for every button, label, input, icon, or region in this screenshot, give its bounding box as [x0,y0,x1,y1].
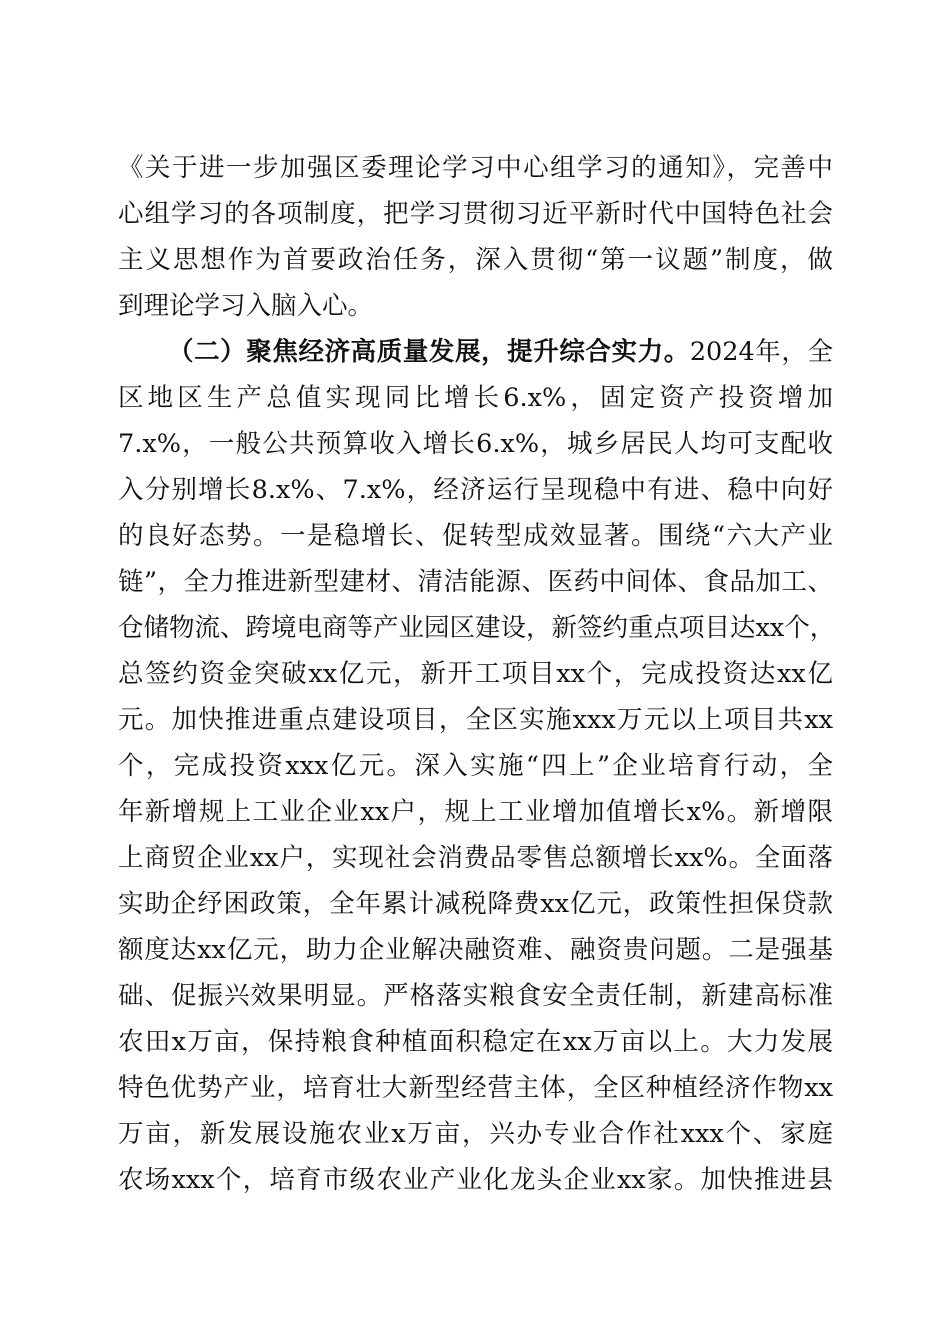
text-line: 年新增规上工业企业xx户，规上工业增加值增长x%。新增限 [118,797,833,827]
text-line: 农田x万亩，保持粮食种植面积稳定在xx万亩以上。大力发展 [118,1027,833,1057]
text-line: 链”，全力推进新型建材、清洁能源、医药中间体、食品加工、 [118,567,833,597]
text-line: 《关于进一步加强区委理论学习中心组学习的通知》，完善中 [118,153,833,183]
text-line: 7.x%，一般公共预算收入增长6.x%，城乡居民人均可支配收 [118,429,833,459]
text-line: 础、促振兴效果明显。严格落实粮食安全责任制，新建高标准 [118,981,833,1011]
text-line: 主义思想作为首要政治任务，深入贯彻“第一议题”制度，做 [118,245,833,275]
section-heading: （二）聚焦经济高质量发展，提升综合实力。 [168,337,690,367]
text-line: 万亩，新发展设施农业x万亩，兴办专业合作社xxx个、家庭 [118,1119,833,1149]
paragraph-2 [118,329,836,1203]
text-line: 总签约资金突破xx亿元，新开工项目xx个，完成投资达xx亿 [118,659,833,689]
text-line: 的良好态势。一是稳增长、促转型成效显著。围绕“六大产业 [118,521,833,551]
text-span: 2024年，全 [689,337,833,367]
body-text [118,145,836,1203]
text-line: 到理论学习入脑入心。 [118,291,374,321]
text-line: 区地区生产总值实现同比增长6.x%，固定资产投资增加 [118,383,833,413]
text-line: 实助企纾困政策，全年累计减税降费xx亿元，政策性担保贷款 [118,889,833,919]
text-line: 特色优势产业，培育壮大新型经营主体，全区种植经济作物xx [118,1073,833,1103]
text-line: 个，完成投资xxx亿元。深入实施“四上”企业培育行动，全 [118,751,833,781]
text-line: 心组学习的各项制度，把学习贯彻习近平新时代中国特色社会 [118,199,833,229]
paragraph-2-first-line [118,329,833,375]
text-line: 额度达xx亿元，助力企业解决融资难、融资贵问题。二是强基 [118,935,833,965]
text-line: 元。加快推进重点建设项目，全区实施xxx万元以上项目共xx [118,705,833,735]
text-line: 仓储物流、跨境电商等产业园区建设，新签约重点项目达xx个， [118,613,836,643]
paragraph-1 [118,145,833,329]
text-line: 入分别增长8.x%、7.x%，经济运行呈现稳中有进、稳中向好 [118,475,833,505]
text-line: 上商贸企业xx户，实现社会消费品零售总额增长xx%。全面落 [118,843,833,873]
text-line: 农场xxx个，培育市级农业产业化龙头企业xx家。加快推进县 [118,1165,833,1195]
